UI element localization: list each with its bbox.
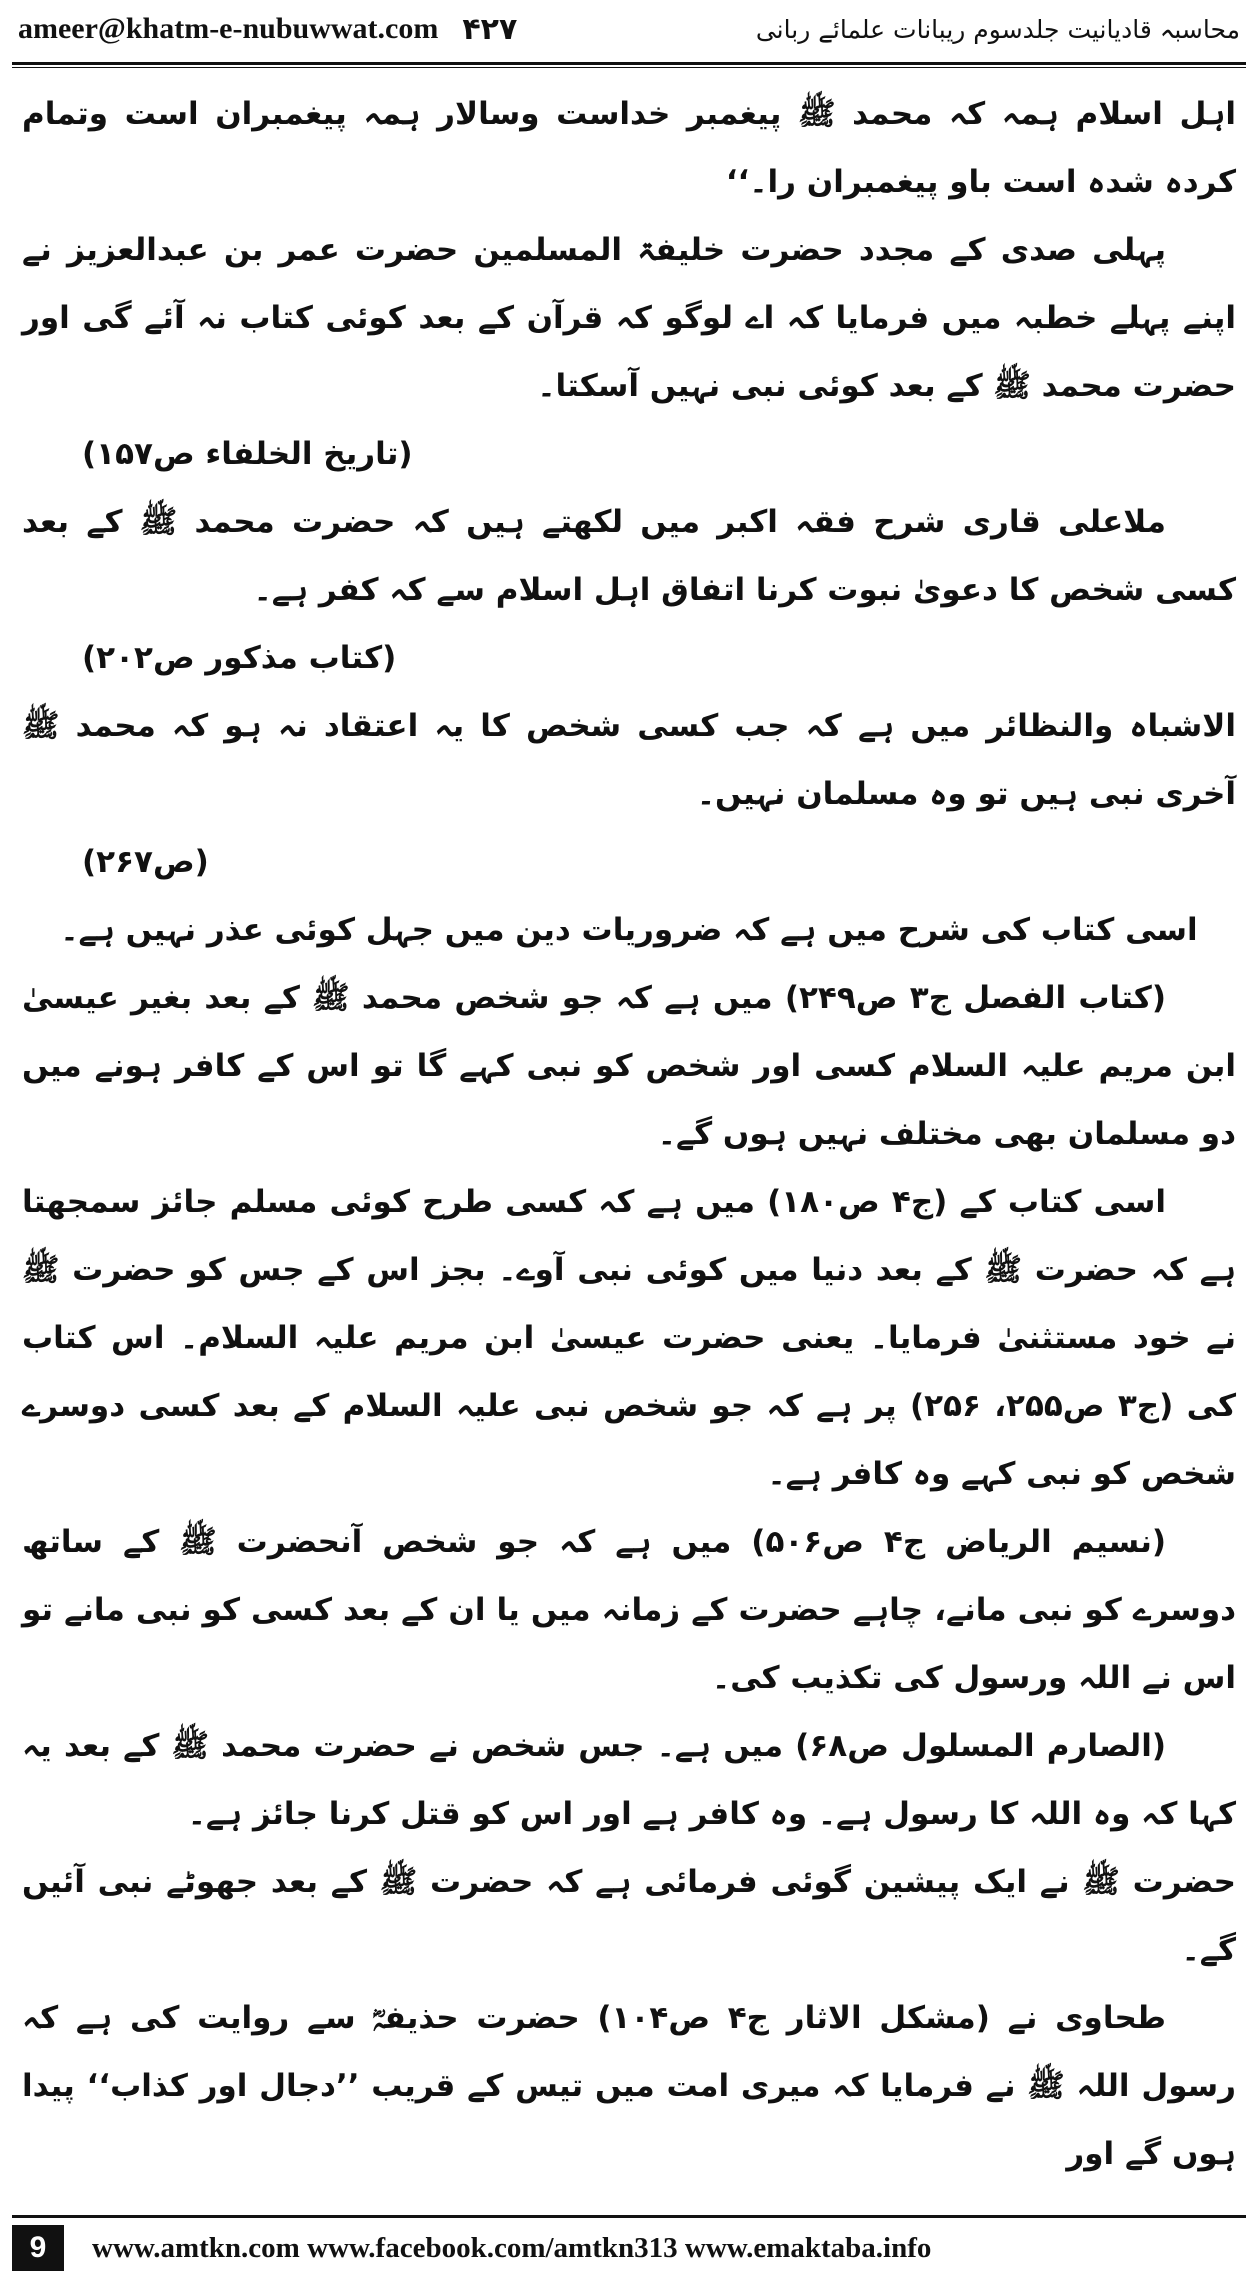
paragraph (22, 692, 1236, 896)
page-header (18, 0, 1240, 58)
paragraph-text: الاشباہ والنظائر میں ہے کہ جب کسی شخص کا یہ اعتقاد نہ ہو کہ محمد ﷺ آخری نبی ہیں تو وہ مسلمان نہیں۔ (22, 708, 1236, 812)
footer-page-number: 9 (12, 2225, 64, 2271)
header-email[interactable]: ameer@khatm-e-nubuwwat.com (18, 12, 439, 45)
header-page-number: ۴۲۷ (462, 11, 518, 47)
paragraph (22, 1848, 1236, 1984)
page-footer (12, 2222, 1246, 2274)
header-divider-thin (12, 67, 1246, 68)
paragraph-text: طحاوی نے (مشکل الاثار ج۴ ص۱۰۴) حضرت حذیفہؓ سے روایت کی ہے کہ رسول اللہ ﷺ نے فرمایا کہ میری امت میں تیس کے قریب ’’دجال اور کذاب‘‘ پیدا ہوں گے اور (22, 2000, 1236, 2172)
paragraph-text: (نسیم الریاض ج۴ ص۵۰۶) میں ہے کہ جو شخص آنحضرت ﷺ کے ساتھ دوسرے کو نبی مانے، چاہے حضرت کے زمانہ میں یا ان کے بعد کسی کو نبی مانے تو اس نے اللہ ورسول کی تکذیب کی۔ (22, 1524, 1236, 1696)
footer-divider (12, 2215, 1246, 2218)
paragraph-text: ملاعلی قاری شرح فقہ اکبر میں لکھتے ہیں کہ حضرت محمد ﷺ کے بعد کسی شخص کا دعویٰ نبوت کرنا اتفاق اہل اسلام سے کہ کفر ہے۔ (22, 504, 1236, 608)
paragraph-text: اہل اسلام ہمہ کہ محمد ﷺ پیغمبر خداست وسالار ہمہ پیغمبران است وتمام کردہ شدہ است باو پیغمبران را۔‘‘ (22, 96, 1236, 200)
header-book-title: محاسبہ قادیانیت جلدسوم ریبانات علمائے ربانی (755, 14, 1240, 44)
paragraph (22, 216, 1236, 488)
paragraph-text: (کتاب الفصل ج۳ ص۲۴۹) میں ہے کہ جو شخص محمد ﷺ کے بعد بغیر عیسیٰ ابن مریم علیہ السلام کسی اور شخص کو نبی کہے گا تو اس کے کافر ہونے میں دو مسلمان بھی مختلف نہیں ہوں گے۔ (22, 980, 1236, 1152)
paragraph (22, 1508, 1236, 1712)
paragraph-text: پہلی صدی کے مجدد حضرت خلیفۃ المسلمین حضرت عمر بن عبدالعزیز نے اپنے پہلے خطبہ میں فرمایا کہ اے لوگو کہ قرآن کے بعد کوئی کتاب نہ آئے گی اور حضرت محمد ﷺ کے بعد کوئی نبی نہیں آسکتا۔ (22, 232, 1236, 404)
page-body (22, 80, 1236, 2188)
header-divider (12, 62, 1246, 65)
citation: (ص۲۶۷) (82, 844, 209, 880)
paragraph (22, 896, 1236, 964)
paragraph-text: اسی کتاب کی شرح میں ہے کہ ضروریات دین میں جہل کوئی عذر نہیں ہے۔ (60, 912, 1198, 948)
paragraph (22, 964, 1236, 1168)
paragraph-text: حضرت ﷺ نے ایک پیشین گوئی فرمائی ہے کہ حضرت ﷺ کے بعد جھوٹے نبی آئیں گے۔ (22, 1864, 1236, 1968)
paragraph (22, 1984, 1236, 2188)
paragraph (22, 488, 1236, 692)
paragraph-text: اسی کتاب کے (ج۴ ص۱۸۰) میں ہے کہ کسی طرح کوئی مسلم جائز سمجھتا ہے کہ حضرت ﷺ کے بعد دنیا میں کوئی نبی آوے۔ بجز اس کے جس کو حضرت ﷺ نے خود مستثنیٰ فرمایا۔ یعنی حضرت عیسیٰ ابن مریم علیہ السلام۔ اس کتاب کی (ج۳ ص۲۵۵، ۲۵۶) پر ہے کہ جو شخص نبی علیہ السلام کے بعد کسی دوسرے شخص کو نبی کہے وہ کافر ہے۔ (22, 1184, 1236, 1492)
paragraph-text: (الصارم المسلول ص۶۸) میں ہے۔ جس شخص نے حضرت محمد ﷺ کے بعد یہ کہا کہ وہ اللہ کا رسول ہے۔ وہ کافر ہے اور اس کو قتل کرنا جائز ہے۔ (22, 1728, 1236, 1832)
footer-links[interactable]: www.amtkn.com www.facebook.com/amtkn313 www.emaktaba.info (92, 2231, 932, 2264)
paragraph (22, 1168, 1236, 1508)
paragraph (22, 80, 1236, 216)
citation: (تاریخ الخلفاء ص۱۵۷) (82, 436, 413, 472)
citation: (کتاب مذکور ص۲۰۲) (82, 640, 397, 676)
paragraph (22, 1712, 1236, 1848)
